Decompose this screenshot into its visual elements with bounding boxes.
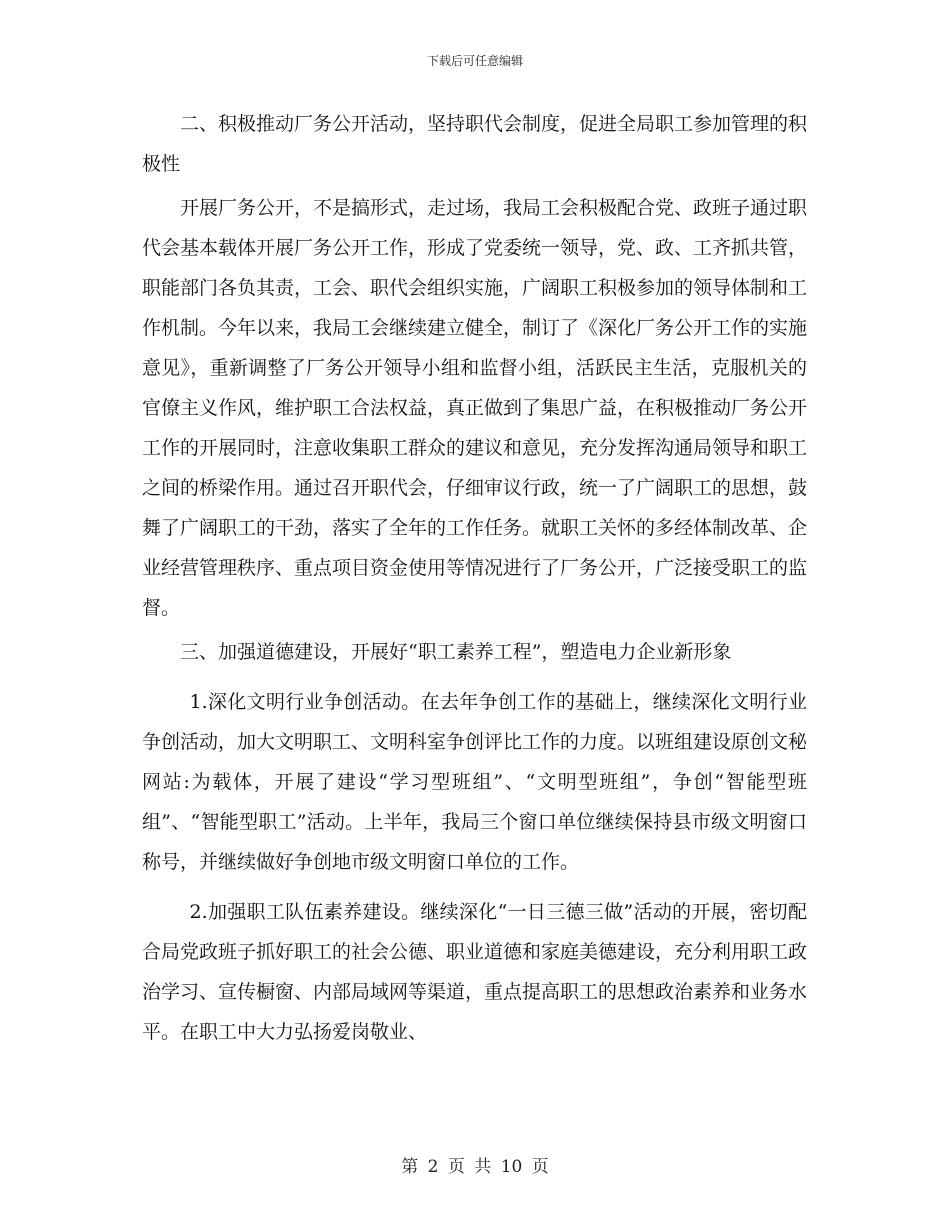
document-body bbox=[142, 104, 807, 1052]
list-item-workforce-quality: 2.加强职工队伍素养建设。继续深化“一日三德三做”活动的开展，密切配合局党政班子抓好职工的社会公德、职业道德和家庭美德建设，充分利用职工政治学习、宣传橱窗、内部局域网等渠道，重点提高职工的思想政治素养和业务水平。在职工中大力弘扬爱岗敬业、 bbox=[142, 901, 808, 1043]
paragraph-open-affairs: 开展厂务公开，不是搞形式，走过场，我局工会积极配合党、政班子通过职代会基本载体开展厂务公开工作，形成了党委统一领导，党、政、工齐抓共管，职能部门各负其责，工会、职代会组织实施，广阔职工积极参加的领导体制和工作机制。今年以来，我局工会继续建立健全，制订了《深化厂务公开工作的实施意见》，重新调整了厂务公开领导小组和监督小组，活跃民主生活，克服机关的官僚主义作风，维护职工合法权益，真正做到了集思广益，在积极推动厂务公开工作的开展同时，注意收集职工群众的建议和意见，充分发挥沟通局领导和职工之间的桥梁作用。通过召开职代会，仔细审议行政，统一了广阔职工的思想，鼓舞了广阔职工的干劲，落实了全年的工作任务。就职工关怀的多经体制改革、企业经营管理秩序、重点项目资金使用等情况进行了厂务公开，广泛接受职工的监督。 bbox=[142, 197, 808, 619]
list-item-civilization: 1.深化文明行业争创活动。在去年争创工作的基础上，继续深化文明行业争创活动，加大文明职工、文明科室争创评比工作的力度。以班组建设原创文秘网站:为载体，开展了建设“学习型班组”、“文明型班组”，争创“智能型班组”、“智能型职工”活动。上半年，我局三个窗口单位继续保持县市级文明窗口称号，并继续做好争创地市级文明窗口单位的工作。 bbox=[142, 691, 808, 873]
section-heading-3: 三、加强道德建设，开展好“职工素养工程”，塑造电力企业新形象 bbox=[180, 641, 732, 663]
page-header: 下载后可任意编辑 bbox=[426, 54, 523, 68]
section-heading-2: 二、积极推动厂务公开活动，坚持职代会制度，促进全局职工参加管理的积极性 bbox=[142, 113, 808, 175]
page-number: 第 2 页 共 10 页 bbox=[401, 1157, 549, 1177]
